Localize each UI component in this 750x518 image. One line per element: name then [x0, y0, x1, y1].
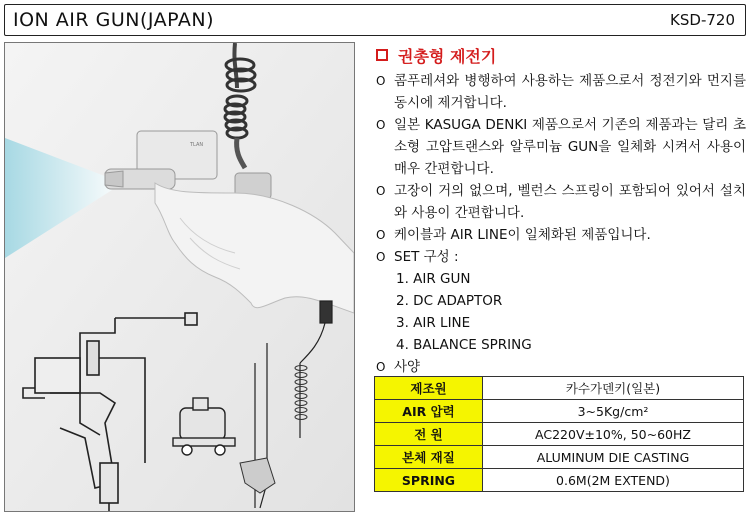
square-bullet-icon: [376, 49, 388, 61]
spec-key: 제조원: [375, 377, 483, 400]
spec-key: 본체 재질: [375, 446, 483, 469]
spec-row: [375, 400, 744, 423]
circle-bullet-icon: O: [376, 228, 386, 242]
gun-brand-label: TLAN: [190, 142, 204, 148]
circle-bullet-icon: O: [376, 118, 386, 132]
model-number: KSD-720: [670, 11, 735, 29]
product-title: ION AIR GUN(JAPAN): [13, 9, 215, 31]
feature-item: [376, 70, 746, 114]
circle-bullet-icon: O: [376, 184, 386, 198]
set-label: SET 구성 :: [394, 249, 459, 265]
circle-bullet-icon: O: [376, 74, 386, 88]
spec-row: [375, 446, 744, 469]
spec-value: AC220V±10%, 50~60HZ: [483, 423, 744, 446]
spec-key: SPRING: [375, 469, 483, 492]
spec-value: 카수가덴키(일본): [483, 377, 744, 400]
spec-row: [375, 377, 744, 400]
circle-bullet-icon: O: [376, 250, 386, 264]
set-component: 4. BALANCE SPRING: [396, 337, 532, 353]
feature-text: 고장이 거의 없으며, 벨런스 스프링이 포함되어 있어서 설치와 사용이 간편합니다.: [394, 183, 746, 221]
spec-key: AIR 압력: [375, 400, 483, 423]
circle-bullet-icon: O: [376, 360, 386, 374]
spec-value: 3~5Kg/cm²: [483, 400, 744, 423]
feature-item: [376, 180, 746, 224]
feature-text: 일본 KASUGA DENKI 제품으로서 기존의 제품과는 달리 초소형 고압트랜스와 알루미늄 GUN을 일체화 시켜서 사용이 매우 간편합니다.: [394, 117, 746, 177]
spec-table: [374, 376, 744, 492]
heading-text: 권총형 제전기: [398, 46, 497, 66]
spec-value: 0.6M(2M EXTEND): [483, 469, 744, 492]
feature-text: 케이블과 AIR LINE이 일체화된 제품입니다.: [394, 227, 651, 243]
product-photo: [4, 42, 355, 512]
feature-item: [376, 114, 746, 180]
spec-row: [375, 423, 744, 446]
feature-item: [376, 224, 746, 246]
set-composition-item: [376, 246, 746, 268]
spec-label-item: [376, 356, 746, 378]
spec-row: [375, 469, 744, 492]
set-component: 2. DC ADAPTOR: [396, 293, 503, 309]
spec-key: 전 원: [375, 423, 483, 446]
description-column: [376, 42, 746, 378]
section-heading: [376, 42, 746, 68]
spec-label: 사양: [394, 359, 421, 375]
set-component: 3. AIR LINE: [396, 315, 471, 331]
spec-value: ALUMINUM DIE CASTING: [483, 446, 744, 469]
page-header: [4, 4, 746, 36]
feature-text: 콤푸레셔와 병행하여 사용하는 제품으로서 정전기와 먼지를 동시에 제거합니다.: [394, 73, 746, 111]
set-component: 1. AIR GUN: [396, 271, 471, 287]
